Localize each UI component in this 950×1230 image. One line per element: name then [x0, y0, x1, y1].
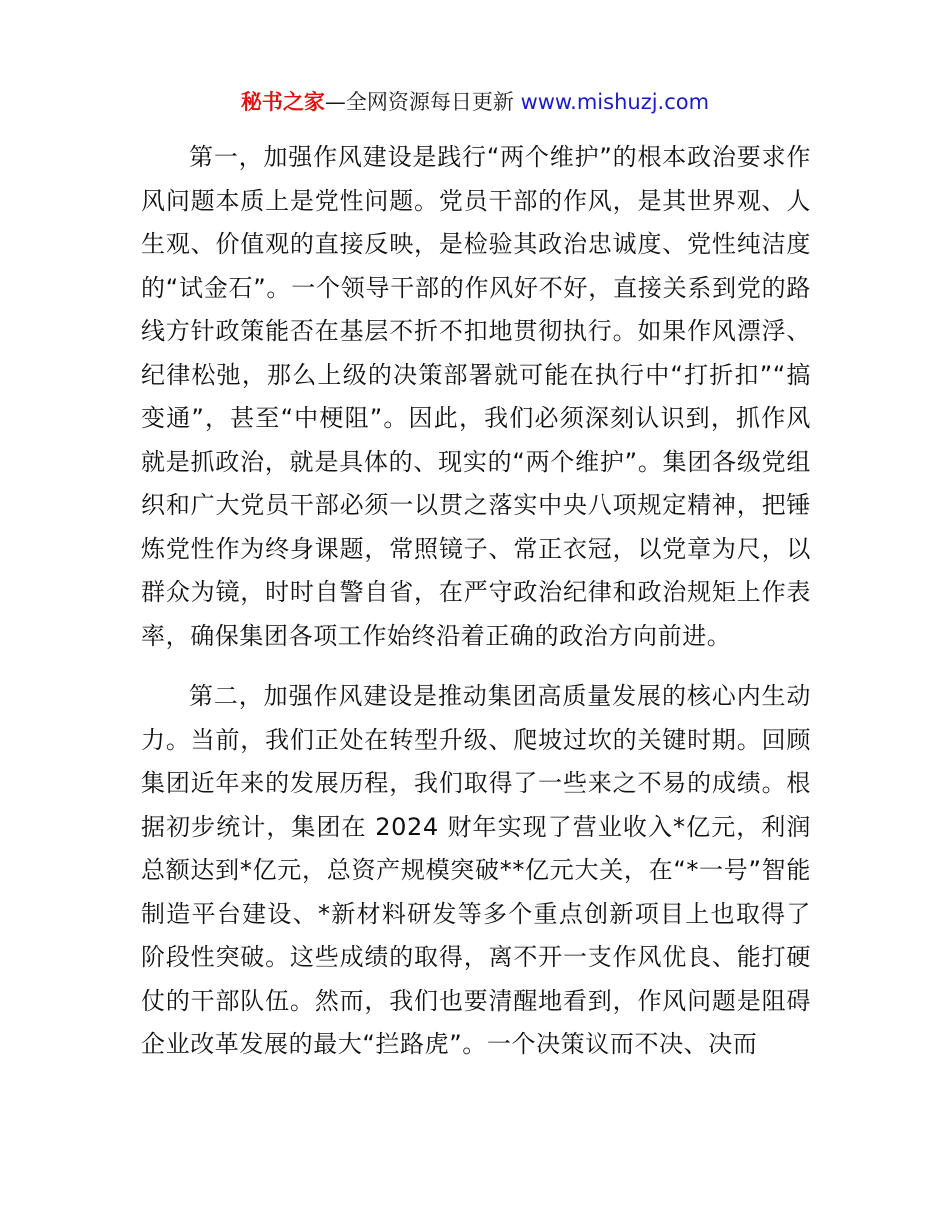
- header-tagline: —全网资源每日更新: [324, 90, 521, 114]
- site-link[interactable]: www.mishuzj.com: [520, 90, 710, 114]
- document-body: [141, 136, 811, 1067]
- paragraph-2: 第二，加强作风建设是推动集团高质量发展的核心内生动力。当前，我们正处在转型升级、爬坡过坎的关键时期。回顾集团近年来的发展历程，我们取得了一些来之不易的成绩。根据初步统计，集团在 2024 财年实现了营业收入*亿元，利润总额达到*亿元，总资产规模突破**亿元大关，在“*一号”智能制造平台建设、*新材料研发等多个重点创新项目上也取得了阶段性突破。这些成绩的取得，离不开一支作风优良、能打硬仗的干部队伍。然而，我们也要清醒地看到，作风问题是阻碍企业改革发展的最大“拦路虎”。一个决策议而不决、决而: [141, 682, 811, 1058]
- brand-name: 秘书之家: [240, 90, 325, 114]
- page-header: [0, 86, 950, 118]
- paragraph-1: 第一，加强作风建设是践行“两个维护”的根本政治要求作风问题本质上是党性问题。党员干部的作风，是其世界观、人生观、价值观的直接反映，是检验其政治忠诚度、党性纯洁度的“试金石”。一个领导干部的作风好不好，直接关系到党的路线方针政策能否在基层不折不扣地贯彻执行。如果作风漂浮、纪律松弛，那么上级的决策部署就可能在执行中“打折扣”“搞变通”，甚至“中梗阻”。因此，我们必须深刻认识到，抓作风就是抓政治，就是具体的、现实的“两个维护”。集团各级党组织和广大党员干部必须一以贯之落实中央八项规定精神，把锤炼党性作为终身课题，常照镜子、常正衣冠，以党章为尺，以群众为镜，时时自警自省，在严守政治纪律和政治规矩上作表率，确保集团各项工作始终沿着正确的政治方向前进。: [141, 143, 811, 650]
